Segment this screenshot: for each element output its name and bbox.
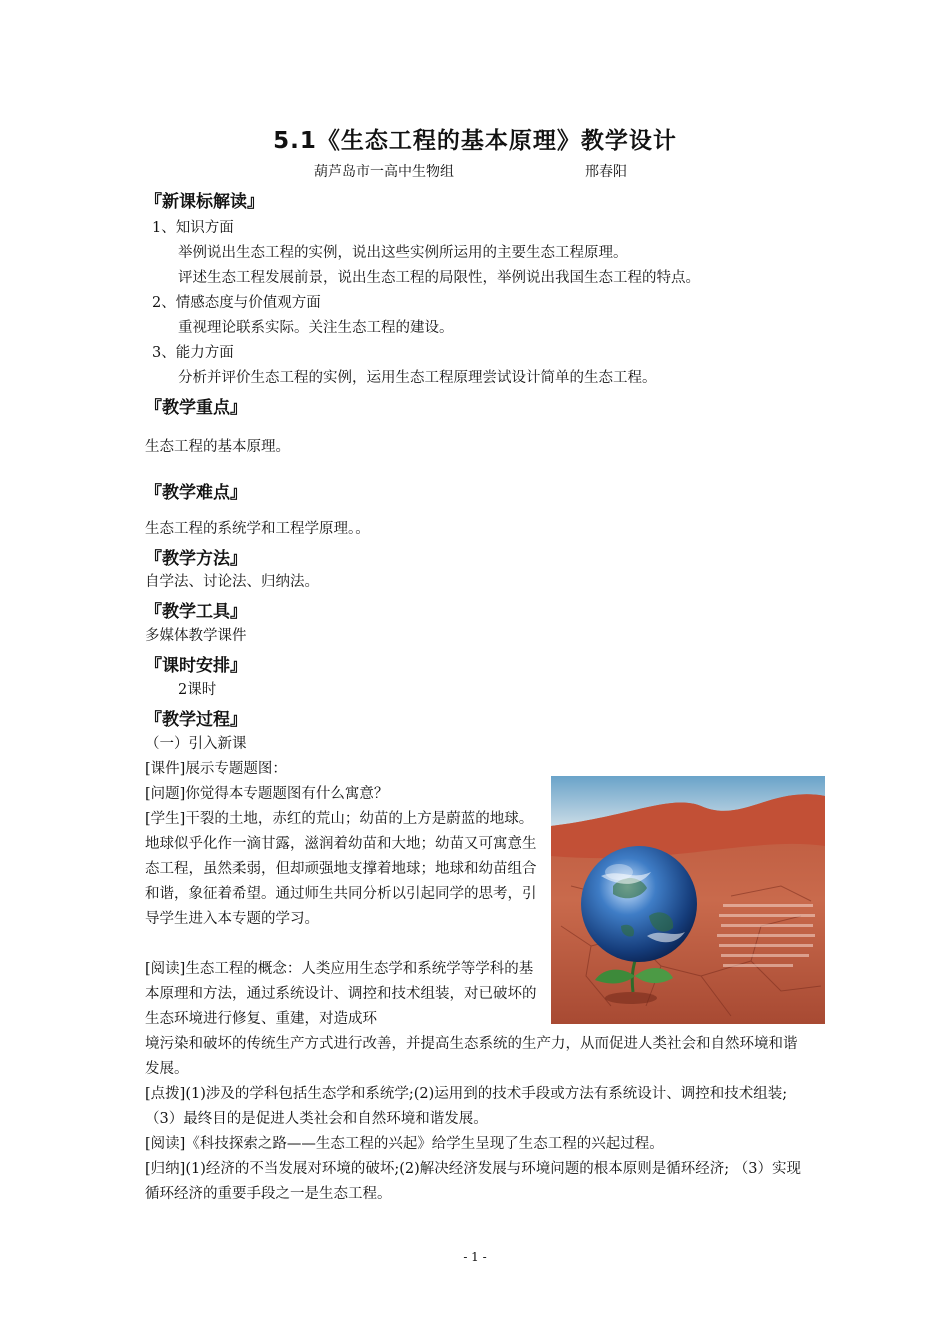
topic-illustration-earth-seedling [551, 776, 825, 1024]
process-summary: [归纳](1)经济的不当发展对环境的破坏;(2)解决经济发展与环境问题的根本原则是循环经济; （3）实现循环经济的重要手段之一是生态工程。 [145, 1161, 801, 1202]
key-points-text: 生态工程的基本原理。 [145, 439, 290, 455]
curriculum-text: 分析并评价生态工程的实例，运用生态工程原理尝试设计简单的生态工程。 [178, 370, 657, 386]
curriculum-item-ability: 3、能力方面 [152, 345, 234, 361]
curriculum-text: 重视理论联系实际。关注生态工程的建设。 [178, 320, 454, 336]
difficulties-text: 生态工程的系统学和工程学原理。。 [145, 521, 370, 537]
section-heading-process: 『教学过程』 [145, 710, 247, 730]
tools-text: 多媒体教学课件 [145, 628, 247, 644]
section-heading-difficulties: 『教学难点』 [145, 483, 247, 503]
page-title: 5.1《生态工程的基本原理》教学设计 [273, 128, 677, 154]
methods-text: 自学法、讨论法、归纳法。 [145, 574, 319, 590]
process-student-answer: [学生]干裂的土地，赤红的荒山；幼苗的上方是蔚蓝的地球。地球似乎化作一滴甘露，滋润着幼苗和大地；幼苗又可寓意生态工程，虽然柔弱，但却顽强地支撑着地球；地球和幼苗组合和谐，象征着希望。通过师生共同分析以引起同学的思考，引导学生进入本专题的学习。 [145, 811, 537, 927]
section-heading-tools: 『教学工具』 [145, 602, 247, 622]
curriculum-text: 举例说出生态工程的实例，说出这些实例所运用的主要生态工程原理。 [178, 245, 628, 261]
curriculum-text: 评述生态工程发展前景，说出生态工程的局限性，举例说出我国生态工程的特点。 [178, 270, 700, 286]
process-question: [问题]你觉得本专题题图有什么寓意？ [145, 786, 389, 802]
process-step-intro: （一）引入新课 [145, 736, 247, 752]
curriculum-item-attitude: 2、情感态度与价值观方面 [152, 295, 321, 311]
process-hint: [点拨](1)涉及的学科包括生态学和系统学;(2)运用到的技术手段或方法有系统设计、调控和技术组装; （3）最终目的是促进人类社会和自然环境和谐发展。 [145, 1086, 788, 1127]
process-reading-concept-cont: 境污染和破坏的传统生产方式进行改善，并提高生态系统的生产力，从而促进人类社会和自然环境和谐发展。 [145, 1036, 798, 1077]
schedule-text: 2课时 [178, 682, 217, 698]
section-heading-curriculum: 『新课标解读』 [145, 192, 264, 212]
curriculum-item-knowledge: 1、知识方面 [152, 220, 234, 236]
school-name: 葫芦岛市一高中生物组 [314, 164, 454, 180]
process-courseware: [课件]展示专题题图： [145, 761, 287, 777]
author-name: 邢春阳 [585, 164, 627, 180]
process-reading-history: [阅读]《科技探索之路——生态工程的兴起》给学生呈现了生态工程的兴起过程。 [145, 1136, 664, 1152]
section-heading-key-points: 『教学重点』 [145, 398, 247, 418]
page-number: - 1 - [463, 1250, 487, 1264]
section-heading-schedule: 『课时安排』 [145, 656, 247, 676]
section-heading-methods: 『教学方法』 [145, 549, 247, 569]
process-reading-concept: [阅读]生态工程的概念：人类应用生态学和系统学等学科的基本原理和方法，通过系统设计、调控和技术组装，对已破坏的生态环境进行修复、重建，对造成环 [145, 961, 537, 1027]
